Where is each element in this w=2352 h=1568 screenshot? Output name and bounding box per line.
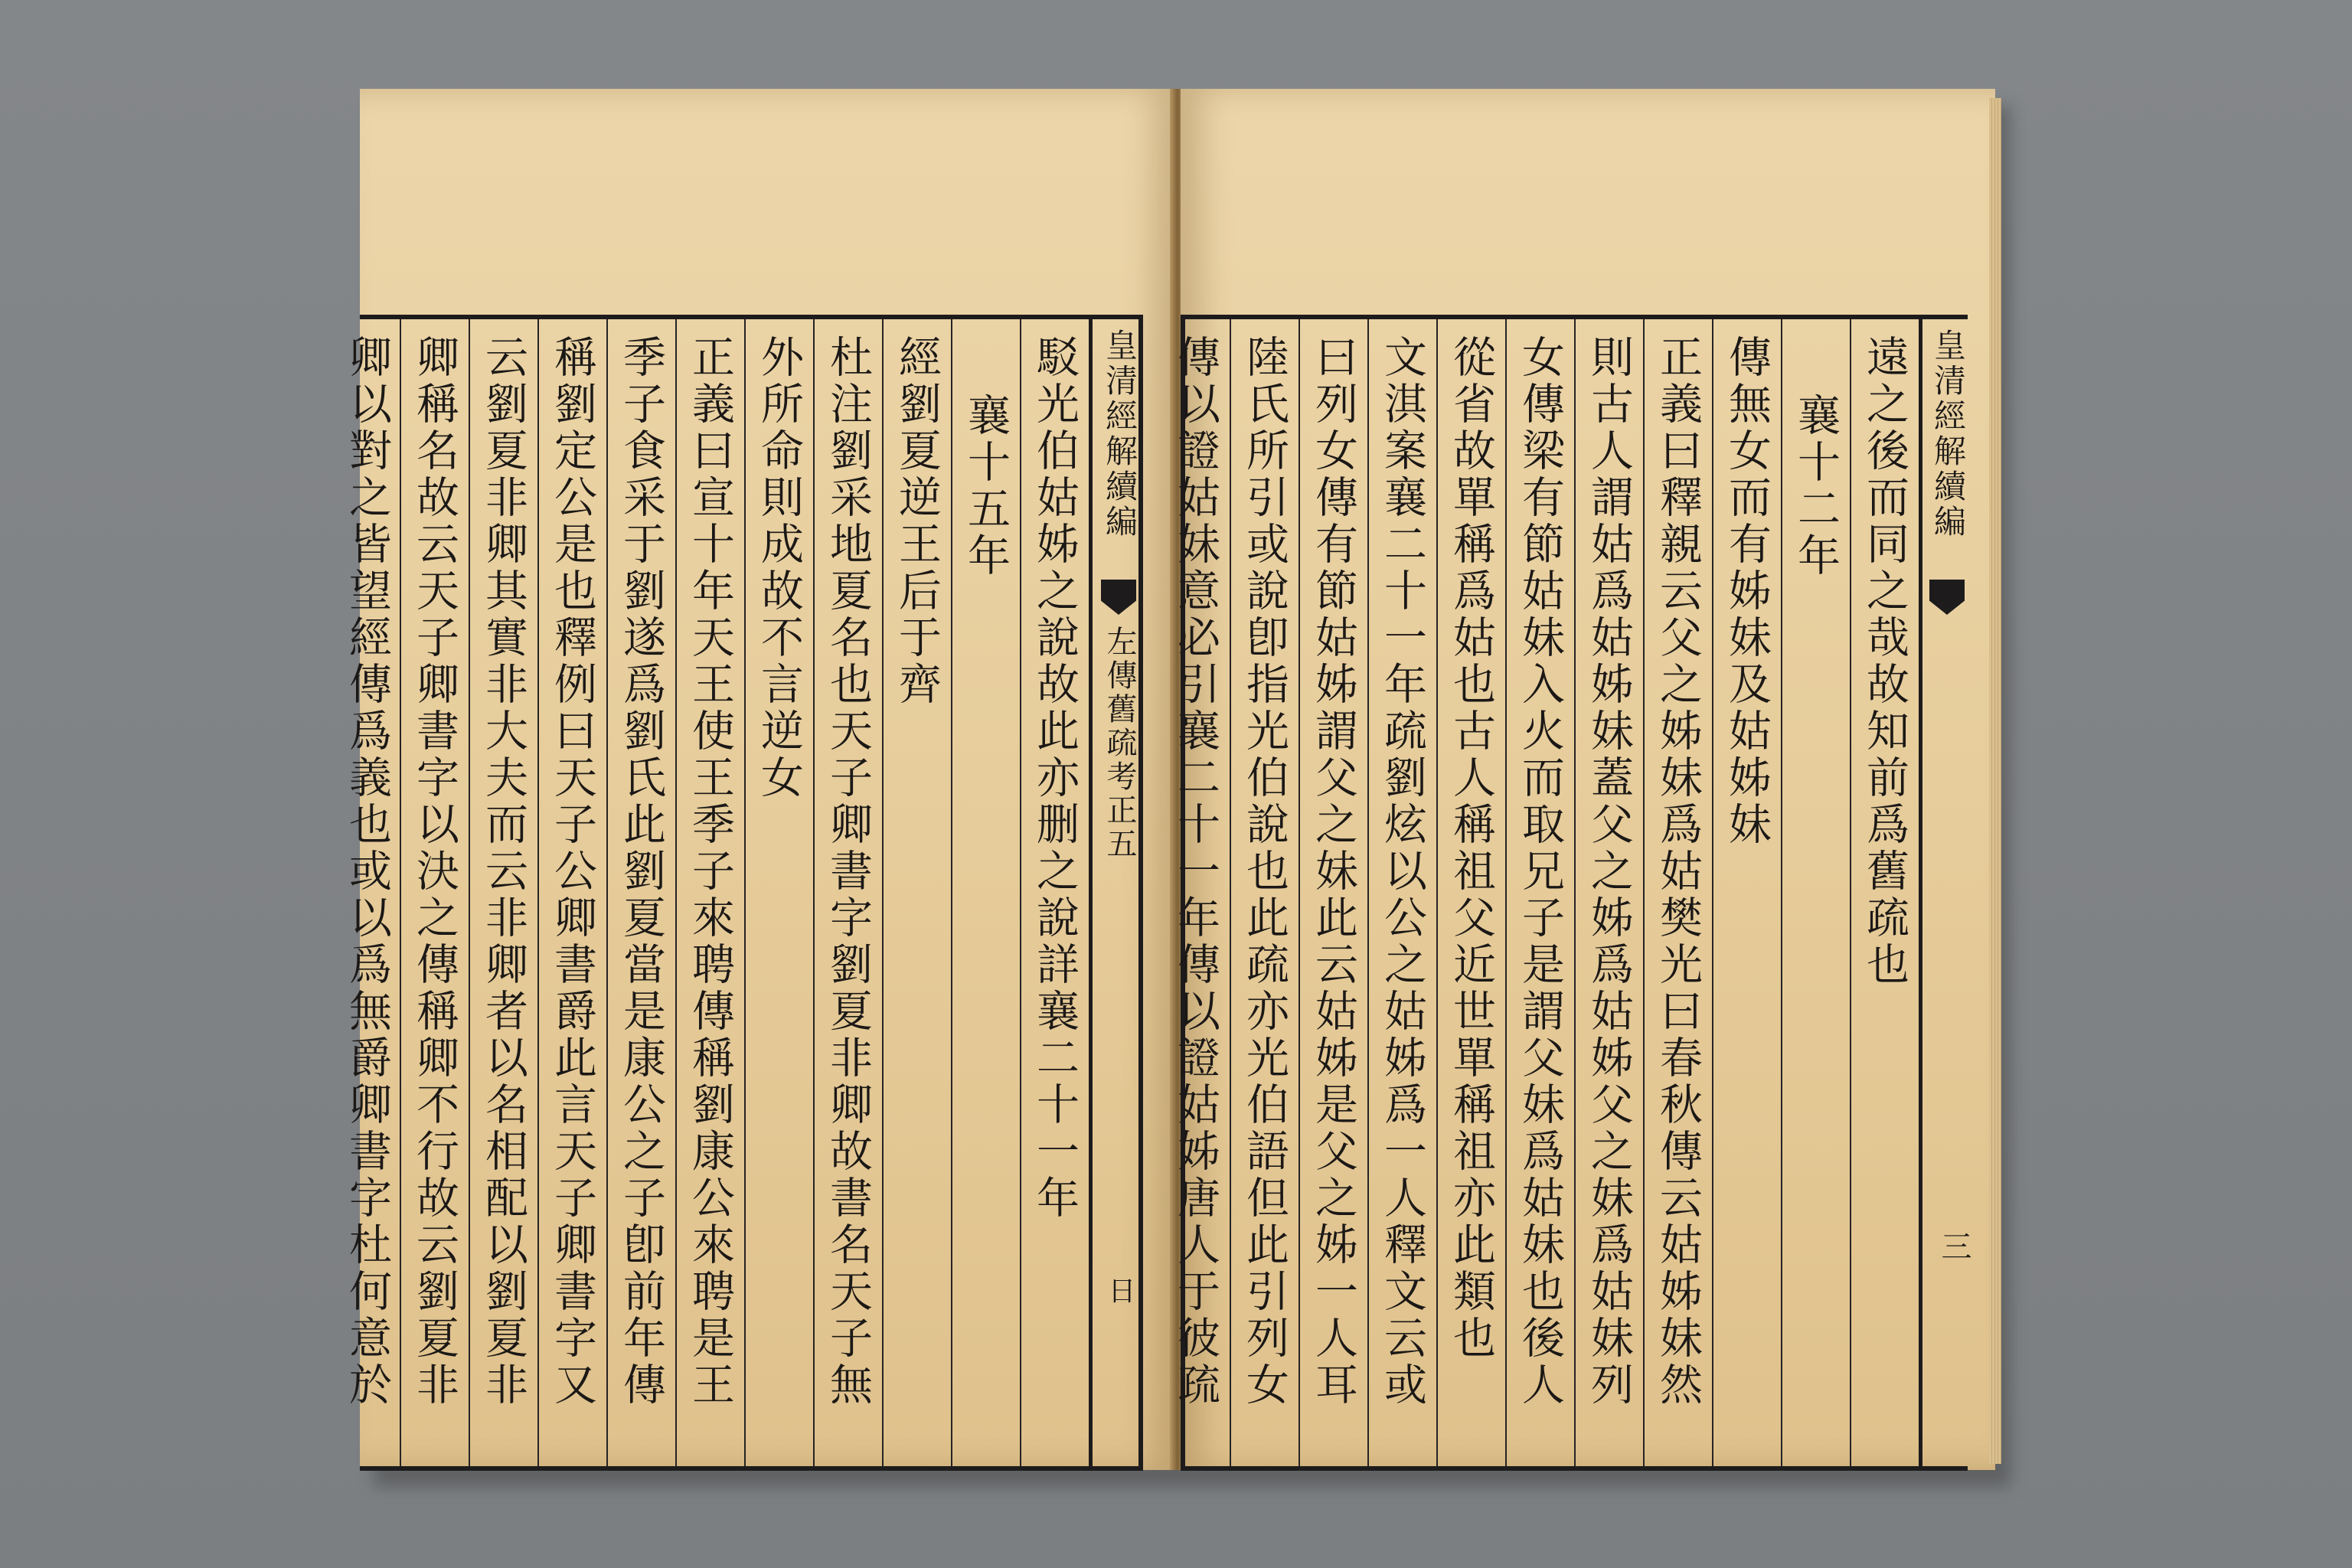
open-book: [342, 89, 1995, 1470]
right-folio-number: 三: [1936, 1230, 1971, 1261]
right-text-column-7: 從省故單稱爲姑也古人稱祖父近世單稱祖亦此類也: [1446, 335, 1496, 1362]
left-text-column-3: 經劉夏逆王后于齊: [892, 335, 942, 708]
right-text-column-5: 則古人謂姑爲姑姊妹蓋父之姊爲姑姊父之妹爲姑妹列: [1584, 335, 1634, 1409]
right-margin-title: 皇清經解續編: [1929, 328, 1967, 540]
right-text-column-6: 女傳梁有節姑妹入火而取兄子是謂父妹爲姑妹也後人: [1515, 335, 1565, 1409]
right-text-column-8: 文淇案襄二十一年疏劉炫以公之姑姊爲一人釋文云或: [1377, 335, 1427, 1409]
left-text-column-9: 云劉夏非卿其實非大夫而云非卿者以名相配以劉夏非: [479, 335, 528, 1409]
left-margin-subtitle: 左傳舊疏考正五: [1102, 626, 1137, 861]
right-text-column-4: 正義曰釋親云父之姊妹爲姑樊光曰春秋傳云姑姊妹然: [1653, 335, 1703, 1409]
left-text-column-4: 杜注劉采地夏名也天子卿書字劉夏非卿故書名天子無: [823, 335, 873, 1409]
right-fish-tail-mark: [1929, 580, 1965, 615]
left-text-column-10: 卿稱名故云天子卿書字以決之傳稱卿不行故云劉夏非: [410, 335, 459, 1409]
right-text-column-1: 遠之後而同之哉故知前爲舊疏也: [1860, 335, 1909, 988]
right-text-column-11: 傳以證姑妹意必引襄二十一年傳以證姑姊唐人于彼疏: [1171, 335, 1220, 1409]
left-text-frame: [342, 315, 1143, 1471]
left-text-column-8: 稱劉定公是也釋例曰天子公卿書爵此言天子卿書字又: [547, 335, 597, 1409]
left-margin-mark: 日: [1104, 1276, 1135, 1307]
left-text-column-5: 外所命則成故不言逆女: [754, 335, 804, 802]
left-text-column-2: 襄十五年: [961, 393, 1011, 580]
left-margin-rule: [1089, 319, 1093, 1466]
right-margin-rule: [1919, 319, 1922, 1466]
left-text-column-1: 駁光伯姑姊之說故此亦删之說詳襄二十一年: [1030, 335, 1080, 1222]
left-text-column-11: 卿以對之皆望經傳爲義也或以爲無爵卿書字杜何意於: [342, 335, 392, 1409]
left-text-column-7: 季子食采于劉遂爲劉氏此劉夏當是康公之子卽前年傳: [616, 335, 666, 1409]
right-text-frame: [1171, 315, 1971, 1471]
right-text-column-2: 襄十二年: [1791, 393, 1841, 580]
left-page: [342, 89, 1174, 1470]
page-edge-stack: [1989, 98, 2001, 1464]
left-fish-tail-mark: [1101, 580, 1136, 615]
right-text-column-9: 曰列女傳有節姑姊謂父之妹此云姑姊是父之姊一人耳: [1308, 335, 1358, 1409]
left-margin-title: 皇清經解續編: [1101, 328, 1138, 540]
right-text-column-3: 傳無女而有姊妹及姑姊妹: [1722, 335, 1772, 848]
left-text-column-6: 正義曰宣十年天王使王季子來聘傳稱劉康公來聘是王: [685, 335, 735, 1409]
right-text-column-10: 陸氏所引或說卽指光伯說也此疏亦光伯語但此引列女: [1240, 335, 1289, 1409]
right-page: [1171, 89, 1995, 1470]
